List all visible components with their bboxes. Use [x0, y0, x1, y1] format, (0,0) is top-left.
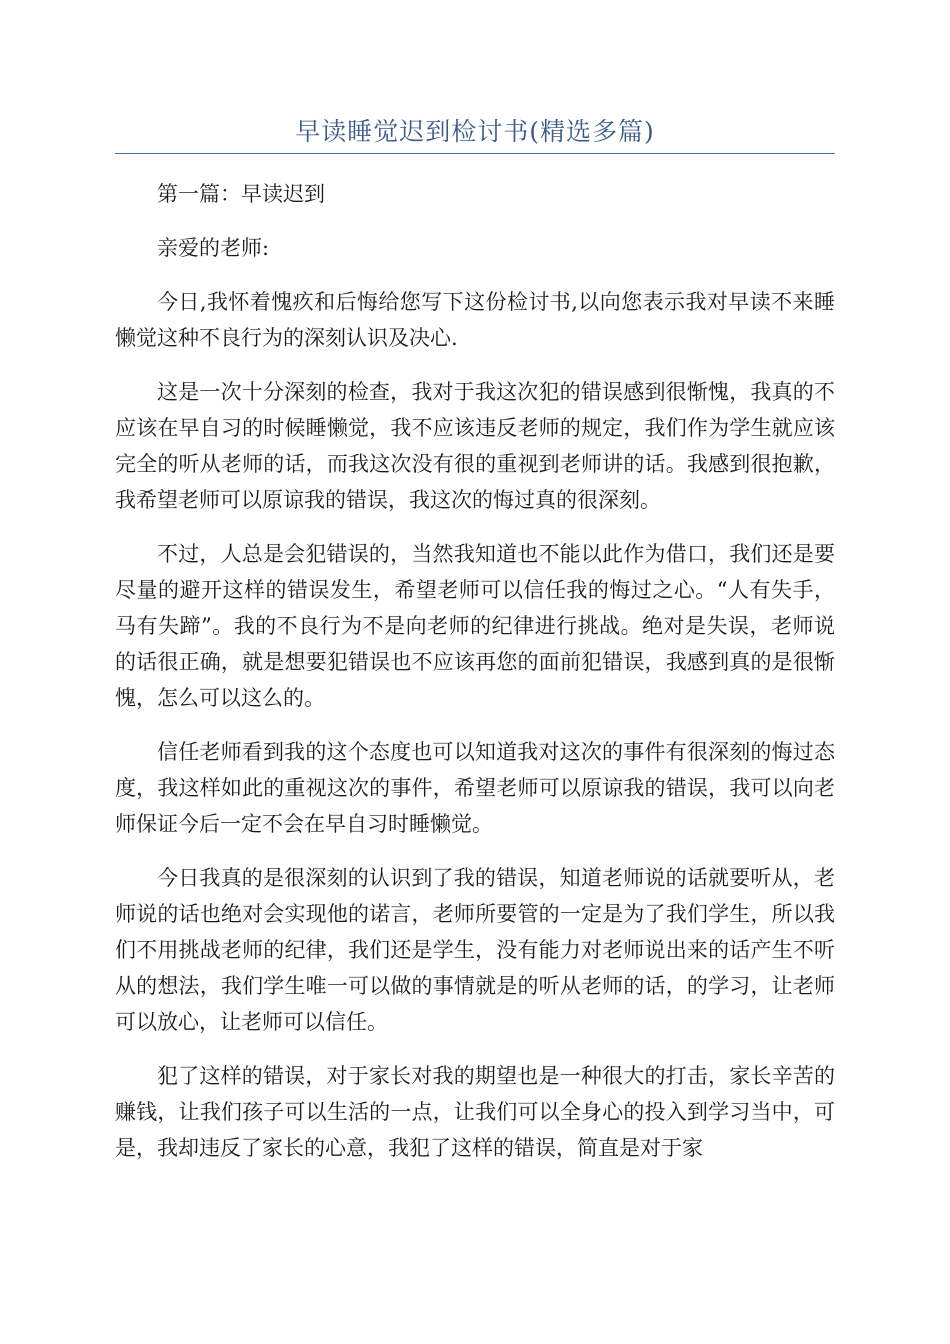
section-heading: 第一篇：早读迟到: [157, 182, 325, 206]
document-title: 早读睡觉迟到检讨书(精选多篇): [295, 117, 655, 146]
body-paragraph: 今日我真的是很深刻的认识到了我的错误，知道老师说的话就要听从，老师说的话也绝对会实现他的诺言，老师所要管的一定是为了我们学生，所以我们不用挑战老师的纪律，我们还是学生，没有能力对老师说出来的话产生不听从的想法，我们学生唯一可以做的事情就是的听从老师的话，的学习，让老师可以放心，让老师可以信任。: [115, 866, 835, 1034]
body-paragraph: 犯了这样的错误，对于家长对我的期望也是一种很大的打击，家长辛苦的赚钱，让我们孩子可以生活的一点，让我们可以全身心的投入到学习当中，可是，我却违反了家长的心意，我犯了这样的错误，简直是对于家: [115, 1064, 835, 1160]
salutation: 亲爱的老师:: [157, 236, 270, 260]
body-paragraph: 信任老师看到我的这个态度也可以知道我对这次的事件有很深刻的悔过态度，我这样如此的重视这次的事件，希望老师可以原谅我的错误，我可以向老师保证今后一定不会在早自习时睡懒觉。: [115, 740, 835, 836]
body-paragraph: 今日,我怀着愧疚和后悔给您写下这份检讨书,以向您表示我对早读不来睡懒觉这种不良行为的深刻认识及决心.: [115, 290, 835, 350]
body-paragraph: 不过，人总是会犯错误的，当然我知道也不能以此作为借口，我们还是要尽量的避开这样的错误发生，希望老师可以信任我的悔过之心。“人有失手，马有失蹄”。我的不良行为不是向老师的纪律进行挑战。绝对是失误，老师说的话很正确，就是想要犯错误也不应该再您的面前犯错误，我感到真的是很惭愧，怎么可以这么的。: [115, 542, 835, 710]
body-paragraph: 这是一次十分深刻的检查，我对于我这次犯的错误感到很惭愧，我真的不应该在早自习的时候睡懒觉，我不应该违反老师的规定，我们作为学生就应该完全的听从老师的话，而我这次没有很的重视到老师讲的话。我感到很抱歉，我希望老师可以原谅我的错误，我这次的悔过真的很深刻。: [115, 380, 835, 512]
title-underline: [115, 153, 835, 154]
document-body: [115, 176, 835, 1184]
